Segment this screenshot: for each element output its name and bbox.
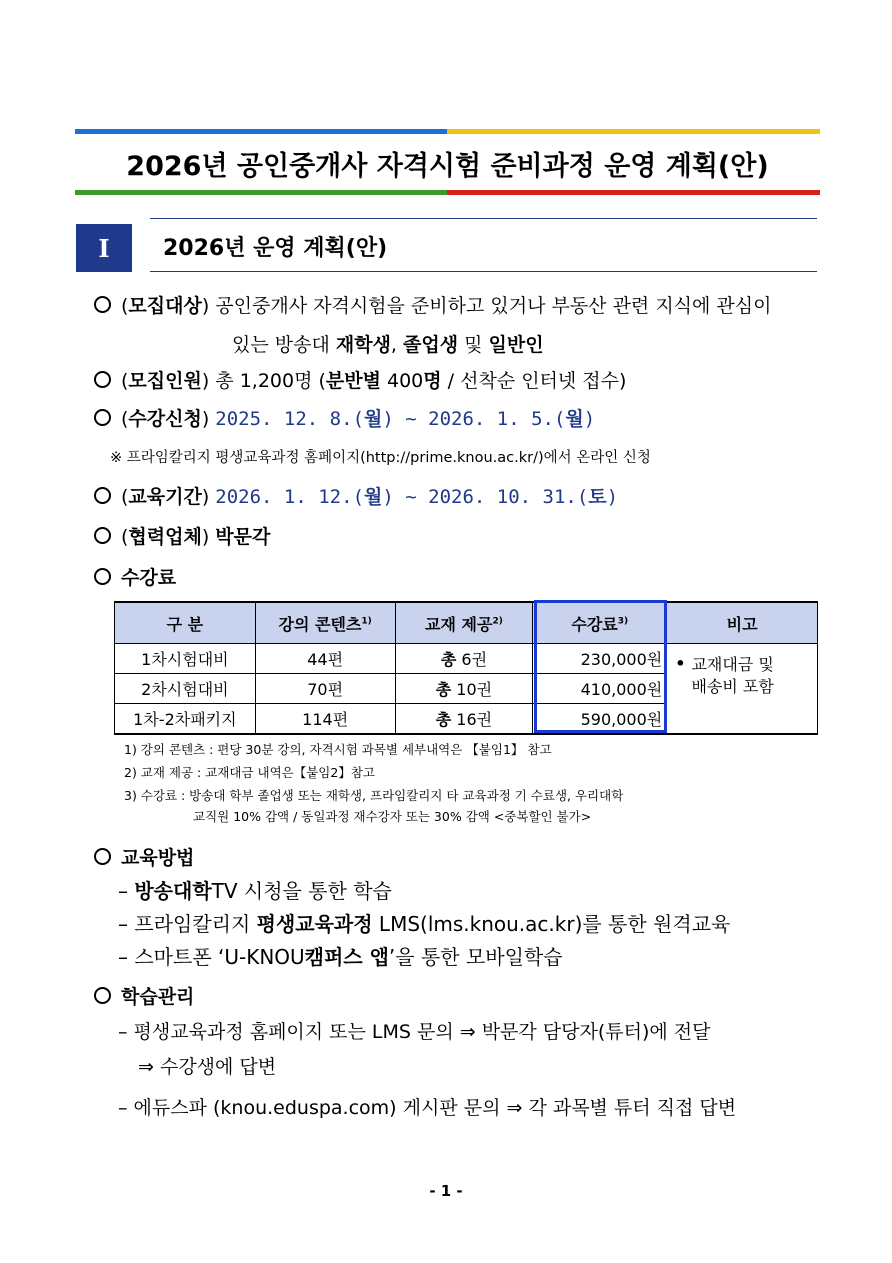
- fee-remark-line1: 교재대금 및: [691, 655, 774, 674]
- manage-heading: [94, 982, 194, 1009]
- fee-cell-type: 1차시험대비: [115, 644, 256, 674]
- dash-icon: –: [118, 945, 135, 969]
- apply-day1: 월: [364, 408, 383, 430]
- recruit-target-label: 모집대상: [128, 295, 202, 317]
- period-date2: ) ~ 2026. 10. 31.(: [382, 486, 589, 508]
- apply-day2: 월: [565, 408, 584, 430]
- fee-cell-type: 2차시험대비: [115, 674, 256, 704]
- fee-header-book-text: 교재 제공: [425, 614, 493, 634]
- fee-header-type: [115, 602, 256, 644]
- fee-cell-book: [395, 644, 533, 674]
- circle-bullet-icon: [94, 848, 111, 865]
- section-rule-bottom: [150, 271, 817, 272]
- section-title: 2026년 운영 계획(안): [163, 236, 388, 261]
- header-bar-bottom-red: [447, 190, 820, 195]
- dash-icon: –: [118, 1097, 134, 1119]
- recruit-count-text2: 분반별: [325, 370, 381, 392]
- recruit-count-line: (모집인원) 총 1,200명 (분반별 400명 / 선착순 인터넷 접수): [94, 366, 626, 393]
- method-line-3a: 스마트폰 ‘U-KNOU: [134, 945, 305, 969]
- fee-table: [114, 601, 818, 735]
- recruit-target-line2: [232, 330, 544, 357]
- period-day1: 월: [364, 486, 383, 508]
- table-row: [115, 644, 818, 674]
- fee-cell-book-b: 10권: [451, 680, 493, 699]
- fee-header-remark: [667, 602, 818, 644]
- fee-cell-book-a: 총: [440, 650, 457, 669]
- fee-heading: [94, 563, 176, 590]
- fee-header-content-sup: 1): [361, 616, 372, 627]
- fee-cell-book-a: 총: [435, 680, 452, 699]
- dash-icon: –: [118, 1021, 134, 1043]
- method-line-2b: 평생교육과정: [256, 912, 373, 936]
- period-label: 교육기간: [128, 486, 202, 508]
- circle-bullet-icon: [94, 487, 111, 504]
- apply-line: (수강신청) 2025. 12. 8.(월) ~ 2026. 1. 5.(월): [94, 404, 595, 431]
- period-date1: 2026. 1. 12.(: [215, 486, 365, 508]
- recruit-count-text3: 400: [380, 370, 424, 392]
- fee-cell-book-b: 16권: [451, 710, 493, 729]
- recruit-count-label: 모집인원: [128, 370, 202, 392]
- page-number: - 1 -: [429, 1182, 463, 1200]
- fee-cell-book: [395, 674, 533, 704]
- recruit-target-text1: 공인중개사 자격시험을 준비하고 있거나 부동산 관련 지식에 관심이: [215, 295, 772, 317]
- circle-bullet-icon: [94, 296, 111, 313]
- dash-icon: –: [118, 879, 135, 903]
- fee-cell-content: 114편: [255, 704, 395, 735]
- method-line-1b: TV 시청을 통한 학습: [211, 879, 392, 903]
- apply-label: 수강신청: [128, 408, 202, 430]
- circle-bullet-icon: [94, 987, 111, 1004]
- fee-heading-text: 수강료: [121, 567, 177, 589]
- recruit-count-text1: 총 1,200명 (: [215, 370, 326, 392]
- fee-header-content-text: 강의 콘텐츠: [278, 614, 362, 634]
- circle-bullet-icon: [94, 409, 111, 426]
- fee-cell-fee: 230,000원: [533, 644, 667, 674]
- partner-name: 박문각: [215, 526, 271, 548]
- method-line-3: [118, 941, 563, 970]
- footnote-2: 2) 교재 제공 : 교재대금 내역은【붙임2】참고: [124, 765, 375, 780]
- manage-line-2-text: 에듀스파 (knou.eduspa.com) 게시판 문의 ⇒ 각 과목별 튜터 직접 답변: [133, 1097, 737, 1119]
- fee-header-content: [255, 602, 395, 644]
- fee-cell-remark: [667, 644, 818, 735]
- fee-cell-book-b: 6권: [456, 650, 488, 669]
- fee-cell-type: 1차-2차패키지: [115, 704, 256, 735]
- fee-cell-content: 44편: [255, 644, 395, 674]
- recruit-target-text2e: 및: [458, 334, 489, 356]
- apply-close: ): [583, 408, 596, 430]
- fee-header-book-sup: 2): [492, 616, 503, 627]
- method-line-3b: 캠퍼스 앱: [304, 945, 389, 969]
- section-rule-top: [150, 218, 817, 219]
- recruit-target-text2a: 있는 방송대: [232, 334, 336, 356]
- apply-date1: 2025. 12. 8.(: [215, 408, 365, 430]
- fee-header-remark-text: 비고: [726, 614, 758, 634]
- footnote-3-cont: 교직원 10% 감액 / 동일과정 재수강자 또는 30% 감액 <중복할인 불가>: [193, 809, 592, 824]
- fee-cell-fee: 410,000원: [533, 674, 667, 704]
- apply-note: ※ 프라임칼리지 평생교육과정 홈페이지(http://prime.knou.ac.kr/)에서 온라인 신청: [110, 450, 651, 466]
- fee-cell-content: 70편: [255, 674, 395, 704]
- apply-date2: ) ~ 2026. 1. 5.(: [382, 408, 566, 430]
- period-close: ): [606, 486, 619, 508]
- section-number-box: I: [76, 224, 132, 272]
- manage-line-1b: ⇒ 수강생에 답변: [138, 1056, 277, 1078]
- method-heading-text: 교육방법: [121, 847, 195, 869]
- manage-line-1-text: 평생교육과정 홈페이지 또는 LMS 문의 ⇒ 박문각 담당자(튜터)에 전달: [133, 1021, 711, 1043]
- partner-label: 협력업체: [128, 526, 202, 548]
- method-line-1: [118, 875, 392, 904]
- manage-heading-text: 학습관리: [121, 986, 195, 1008]
- method-heading: [94, 843, 194, 870]
- circle-bullet-icon: [94, 568, 111, 585]
- fee-remark: [675, 654, 817, 698]
- partner-line: (협력업체) 박문각: [94, 522, 270, 549]
- fee-cell-fee: 590,000원: [533, 704, 667, 735]
- method-line-1a: 방송대학: [134, 879, 212, 903]
- fee-remark-text: [691, 654, 773, 698]
- fee-header-fee-text: 수강료: [571, 614, 618, 634]
- fee-table-header-row: [115, 602, 818, 644]
- header-bar-bottom-green: [75, 190, 447, 195]
- circle-bullet-icon: [94, 527, 111, 544]
- dash-icon: –: [118, 912, 135, 936]
- header-bar-top-blue: [75, 129, 447, 134]
- manage-line-2: [118, 1093, 736, 1120]
- period-day2: 토: [588, 486, 607, 508]
- fee-header-fee: [533, 602, 667, 644]
- recruit-count-text4: 명: [423, 370, 442, 392]
- recruit-target-text2c: ,: [390, 334, 404, 356]
- fee-cell-book-a: 총: [435, 710, 452, 729]
- footnote-1: 1) 강의 콘텐츠 : 편당 30분 강의, 자격시험 과목별 세부내역은 【붙임1】 참고: [124, 742, 552, 757]
- footnote-3: 3) 수강료 : 방송대 학부 졸업생 또는 재학생, 프라임칼리지 타 교육과정 기 수료생, 우리대학: [124, 788, 624, 803]
- header-bar-top-yellow: [447, 129, 820, 134]
- method-line-2: [118, 908, 730, 937]
- fee-header-type-text: 구 분: [166, 614, 204, 634]
- method-line-3c: ’을 통한 모바일학습: [388, 945, 563, 969]
- fee-cell-book: [395, 704, 533, 735]
- recruit-target-text2d: 졸업생: [403, 334, 459, 356]
- manage-line-1: [118, 1017, 711, 1044]
- fee-remark-line2: 배송비 포함: [691, 677, 774, 696]
- fee-header-book: [395, 602, 533, 644]
- document-title: 2026년 공인중개사 자격시험 준비과정 운영 계획(안): [126, 151, 769, 182]
- method-line-2c: LMS(lms.knou.ac.kr)를 통한 원격교육: [372, 912, 731, 936]
- bullet-icon: •: [675, 654, 686, 673]
- fee-header-fee-sup: 3): [617, 616, 629, 627]
- method-line-2a: 프라임칼리지: [134, 912, 257, 936]
- circle-bullet-icon: [94, 371, 111, 388]
- recruit-target-line1: (모집대상) 공인중개사 자격시험을 준비하고 있거나 부동산 관련 지식에 관심이: [94, 291, 772, 318]
- period-line: (교육기간) 2026. 1. 12.(월) ~ 2026. 10. 31.(토): [94, 482, 618, 509]
- recruit-count-text5: / 선착순 인터넷 접수): [441, 370, 627, 392]
- recruit-target-text2f: 일반인: [488, 334, 544, 356]
- recruit-target-text2b: 재학생: [335, 334, 391, 356]
